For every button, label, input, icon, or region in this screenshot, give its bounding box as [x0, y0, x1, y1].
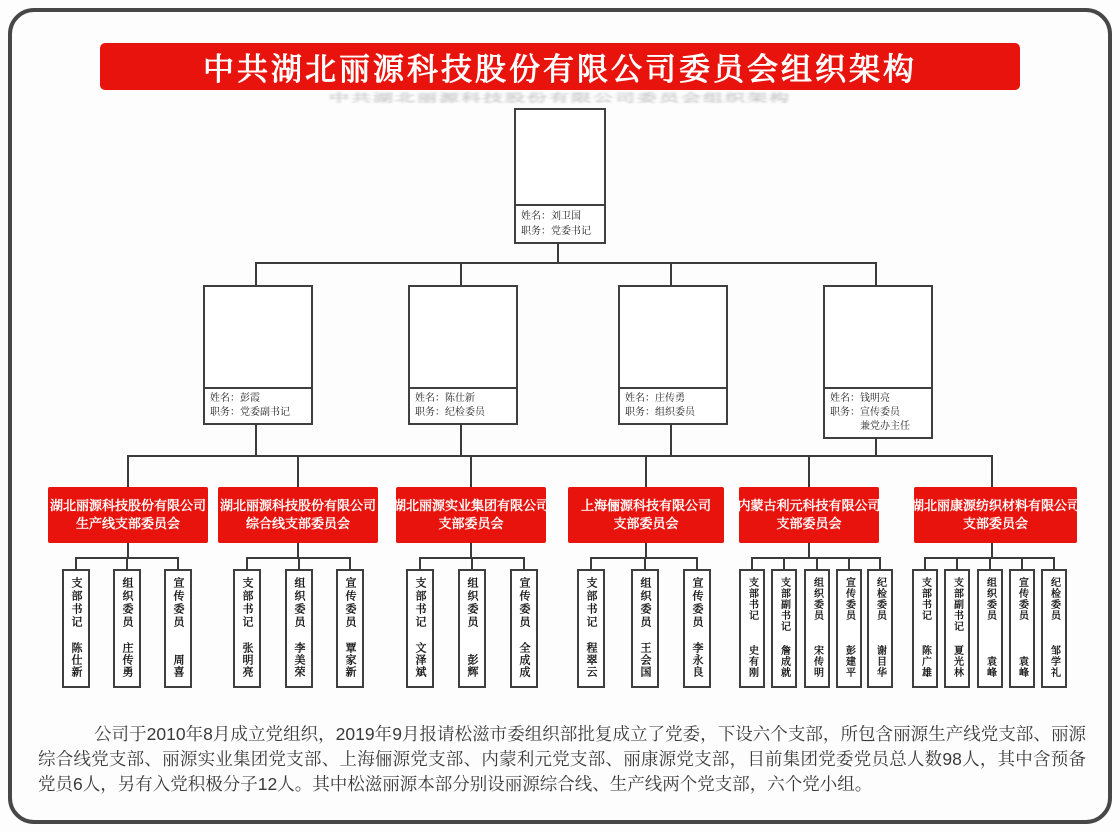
connector: [590, 557, 592, 569]
connector: [848, 557, 850, 569]
chairman-info: [516, 206, 604, 242]
role-label: 支部书记: [241, 577, 253, 629]
role-label: 支部书记: [919, 577, 931, 621]
branch-member-column: [233, 569, 261, 688]
branch-company: 上海俪源科技有限公司: [580, 498, 711, 513]
person-name: 袁峰: [984, 656, 996, 678]
connector: [1053, 557, 1055, 569]
member-card: [618, 285, 728, 425]
connector: [460, 262, 462, 285]
branch-member-column: [867, 569, 893, 688]
connector: [991, 543, 993, 557]
branch-header-4: [568, 487, 724, 543]
connector: [460, 423, 462, 455]
title-ghost-artifact: 中共湖北丽源科技股份有限公司委员会组织架构: [329, 92, 791, 105]
person-name: 彭建平: [843, 645, 855, 678]
title-banner: [100, 43, 1020, 90]
connector: [470, 543, 472, 557]
person-name: 周喜: [172, 654, 184, 678]
member-name: 姓名：陈仕新: [415, 393, 475, 404]
member-name: 姓名：庄传勇: [625, 393, 685, 404]
photo-placeholder: [205, 287, 311, 389]
branch-member-column: [804, 569, 830, 688]
role-label: 支部书记: [414, 577, 426, 629]
connector: [875, 262, 877, 285]
page-title: 中共湖北丽源科技股份有限公司委员会组织架构: [203, 52, 917, 87]
branch-member-column: [977, 569, 1003, 688]
connector: [670, 262, 672, 285]
branch-member-column: [164, 569, 192, 688]
photo-placeholder: [410, 287, 516, 389]
branch-member-column: [458, 569, 486, 688]
branch-header-6: [911, 487, 1081, 543]
branch-committee: 支部委员会: [962, 516, 1028, 531]
branch-company: 湖北丽源科技股份有限公司: [49, 498, 206, 513]
role-label: 组织委员: [466, 577, 478, 629]
connector: [255, 423, 257, 455]
connector: [126, 557, 128, 569]
chairman-name: 姓名：刘卫国: [521, 211, 581, 222]
connector: [783, 557, 785, 569]
person-name: 谢目华: [874, 645, 886, 678]
connector: [297, 543, 299, 557]
connector: [127, 455, 129, 487]
person-name: 李永良: [691, 642, 703, 678]
connector: [1021, 557, 1023, 569]
role-label: 组织委员: [639, 577, 651, 629]
role-label: 纪检委员: [1048, 577, 1060, 621]
branch-company: 湖北丽源实业集团有限公司: [393, 498, 550, 513]
person-name: 庄传勇: [121, 642, 133, 678]
role-label: 宣传委员: [1016, 577, 1028, 621]
role-label: 组织委员: [811, 577, 823, 621]
connector: [471, 557, 473, 569]
footer-paragraph: 公司于2010年8月成立党组织，2019年9月报请松滋市委组织部批复成立了党委，下设六个支部，所包含丽源生产线党支部、丽源综合线党支部、丽源实业集团党支部、上海俪源党支部、内蒙利元党支部、丽康源党支部，目前集团党委党员总人数98人，其中含预备党员6人，另有入党积极分子12人。其中松滋丽源本部分别设丽源综合线、生产线两个党支部，六个党小组。: [38, 723, 1086, 794]
branch-header-3: [393, 487, 550, 543]
branch-committee: 综合线支部委员会: [245, 516, 350, 531]
role-label: 宣传委员: [344, 577, 356, 629]
branch-header-1: [48, 487, 208, 543]
branch-committee: 支部委员会: [776, 516, 842, 531]
connector: [879, 557, 881, 569]
member-role: 职务：党委副书记: [210, 407, 290, 418]
branch-committee: 生产线支部委员会: [75, 516, 180, 531]
photo-placeholder: [620, 287, 726, 389]
connector: [644, 557, 646, 569]
branch-member-column: [1041, 569, 1067, 688]
connector: [349, 557, 351, 569]
role-label: 纪检委员: [874, 577, 886, 621]
branch-member-column: [836, 569, 862, 688]
photo-placeholder: [825, 287, 931, 389]
member-card: [408, 285, 518, 425]
person-name: 陈仕新: [70, 642, 82, 678]
connector: [808, 455, 810, 487]
person-name: 陈广雄: [919, 645, 931, 678]
role-label: 宣传委员: [172, 577, 184, 629]
connector: [255, 262, 877, 264]
branch-committee: 支部委员会: [438, 516, 504, 531]
branch-member-column: [510, 569, 538, 688]
branch-company: 湖北丽康源纺织材料有限公司: [911, 498, 1081, 513]
person-name: 袁峰: [1016, 656, 1028, 678]
connector: [924, 557, 926, 569]
role-label: 组织委员: [293, 577, 305, 629]
person-name: 覃家新: [344, 642, 356, 678]
branch-member-column: [62, 569, 90, 688]
branch-member-column: [285, 569, 313, 688]
role-label: 支部书记: [70, 577, 82, 629]
branch-member-column: [912, 569, 938, 688]
connector: [177, 557, 179, 569]
role-label: 支部书记: [746, 577, 758, 621]
person-name: 程翠云: [585, 642, 597, 678]
photo-placeholder: [516, 110, 604, 206]
connector: [419, 557, 421, 569]
connector: [470, 455, 472, 487]
role-label: 宣传委员: [691, 577, 703, 629]
member-card: [203, 285, 313, 425]
connector: [127, 543, 129, 557]
person-name: 李美荣: [293, 642, 305, 678]
connector: [751, 557, 753, 569]
branch-member-column: [683, 569, 711, 688]
member-card: [823, 285, 933, 439]
person-name: 史有刚: [746, 645, 758, 678]
connector: [670, 423, 672, 455]
connector: [696, 557, 698, 569]
role-label: 组织委员: [984, 577, 996, 621]
role-label: 宣传委员: [843, 577, 855, 621]
connector: [989, 557, 991, 569]
connector: [875, 437, 877, 455]
chairman-role: 职务：党委书记: [521, 226, 591, 237]
role-label: 支部副书记: [951, 577, 963, 632]
role-label: 组织委员: [121, 577, 133, 629]
branch-member-column: [631, 569, 659, 688]
person-name: 彭辉: [466, 654, 478, 678]
branch-company: 内蒙古利元科技有限公司: [737, 498, 881, 513]
connector: [991, 455, 993, 487]
connector: [557, 242, 559, 262]
branch-member-column: [406, 569, 434, 688]
connector: [75, 557, 77, 569]
branch-committee: 支部委员会: [613, 516, 679, 531]
connector: [246, 557, 248, 569]
connector: [645, 455, 647, 487]
member-role: 职务：组织委员: [625, 407, 695, 418]
person-name: 全成成: [518, 642, 530, 678]
branch-member-column: [577, 569, 605, 688]
branch-member-column: [944, 569, 970, 688]
member-name: 姓名：彭霞: [210, 393, 260, 404]
branch-member-column: [739, 569, 765, 688]
person-name: 文泽斌: [414, 642, 426, 678]
branch-header-5: [739, 487, 879, 543]
branch-header-2: [218, 487, 378, 543]
connector: [645, 543, 647, 557]
member-role: 职务：宣传委员: [830, 407, 900, 418]
role-label: 支部书记: [585, 577, 597, 629]
connector: [956, 557, 958, 569]
role-label: 宣传委员: [518, 577, 530, 629]
chairman-card: [514, 108, 606, 244]
connector: [297, 455, 299, 487]
connector: [808, 543, 810, 557]
person-name: 夏光林: [951, 645, 963, 678]
member-role: 职务：纪检委员: [415, 407, 485, 418]
branch-member-column: [771, 569, 797, 688]
branch-member-column: [336, 569, 364, 688]
person-name: 邹学礼: [1048, 645, 1060, 678]
branch-member-column: [1009, 569, 1035, 688]
person-name: 王会国: [639, 642, 651, 678]
connector: [127, 455, 993, 457]
connector: [816, 557, 818, 569]
branch-company: 湖北丽源科技股份有限公司: [219, 498, 376, 513]
connector: [255, 262, 257, 285]
role-label: 支部副书记: [778, 577, 790, 632]
member-name: 姓名：钱明亮: [830, 393, 890, 404]
person-name: 詹成就: [778, 645, 790, 678]
person-name: 宋传明: [811, 645, 823, 678]
connector: [523, 557, 525, 569]
member-role-extra: 兼党办主任: [860, 421, 910, 432]
branch-member-column: [113, 569, 141, 688]
connector: [298, 557, 300, 569]
person-name: 张明亮: [241, 642, 253, 678]
